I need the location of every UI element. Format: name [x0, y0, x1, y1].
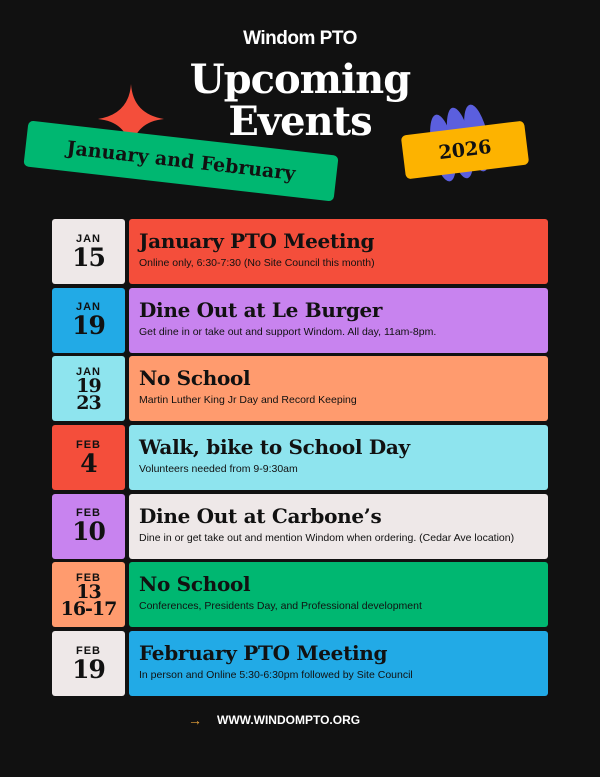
event-row [52, 425, 548, 490]
year-badge: 2026 [401, 121, 529, 180]
page-title-line1: Upcoming [189, 56, 411, 103]
page-title-line2: Events [228, 98, 372, 145]
event-day: 4 [80, 448, 97, 478]
event-card [129, 494, 548, 559]
event-date [52, 219, 125, 284]
event-day: 19 [72, 311, 105, 341]
event-title: Walk, bike to School Day [139, 435, 410, 460]
event-description: Volunteers needed from 9-9:30am [139, 463, 298, 476]
event-date [52, 631, 125, 696]
event-description: Online only, 6:30-7:30 (No Site Council this month) [139, 257, 375, 269]
event-description: In person and Online 5:30-6:30pm followed by Site Council [139, 669, 413, 682]
footer [188, 712, 360, 728]
event-title: No School [139, 366, 251, 391]
event-description: Conferences, Presidents Day, and Professional development [139, 600, 422, 613]
event-day: 13 [76, 580, 101, 603]
event-date [52, 562, 125, 627]
event-day-end: 16-17 [60, 597, 117, 620]
event-row [52, 219, 548, 284]
event-date [52, 356, 125, 421]
event-card [129, 631, 548, 696]
event-row [52, 494, 548, 559]
event-title: February PTO Meeting [139, 641, 388, 666]
event-card [129, 219, 548, 284]
event-day: 19 [76, 374, 101, 397]
events-list [52, 219, 548, 700]
event-month: JAN [75, 301, 101, 314]
event-card [129, 425, 548, 490]
event-day: 19 [72, 654, 105, 684]
event-row [52, 631, 548, 696]
months-banner: January and February [23, 120, 338, 201]
event-month: JAN [75, 365, 101, 378]
event-date [52, 288, 125, 353]
event-day-end: 23 [76, 391, 101, 414]
event-month: FEB [76, 644, 101, 657]
event-title: No School [139, 572, 251, 597]
event-month: FEB [76, 571, 101, 584]
org-name: Windom PTO [243, 28, 357, 49]
arrow-right-icon: → [188, 712, 202, 728]
event-row [52, 356, 548, 421]
event-month: JAN [75, 232, 101, 245]
event-title: Dine Out at Carbone’s [139, 503, 382, 528]
event-date [52, 494, 125, 559]
event-description: Dine in or get take out and mention Windom when ordering. (Cedar Ave location) [139, 531, 515, 544]
event-card [129, 356, 548, 421]
event-row [52, 562, 548, 627]
event-date [52, 425, 125, 490]
event-card [129, 288, 548, 353]
event-card [129, 562, 548, 627]
event-description: Get dine in or take out and support Windom. All day, 11am-8pm. [139, 325, 437, 338]
event-title: January PTO Meeting [139, 229, 375, 253]
event-day: 10 [72, 517, 105, 547]
event-row [52, 288, 548, 353]
website-link[interactable]: WWW.WINDOMPTO.ORG [217, 713, 361, 727]
event-month: FEB [76, 507, 101, 520]
event-month: FEB [76, 438, 101, 451]
event-description: Martin Luther King Jr Day and Record Keeping [139, 394, 357, 407]
event-title: Dine Out at Le Burger [139, 297, 383, 322]
event-day: 15 [72, 242, 105, 272]
